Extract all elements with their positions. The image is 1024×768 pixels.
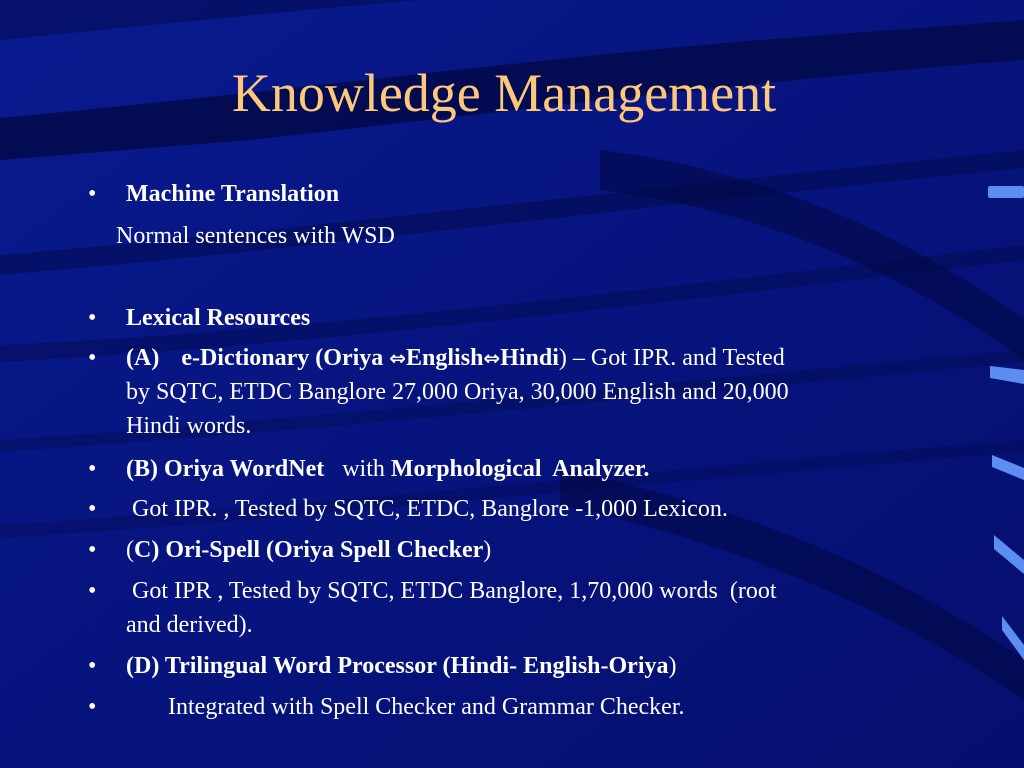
bullet-marker: • (88, 345, 97, 371)
bullet-machine-translation (126, 177, 936, 211)
subtext-normal-sentences: Normal sentences with WSD (116, 223, 395, 249)
bidirectional-arrow-icon: ⇔ (483, 346, 501, 370)
item-a-label: (A) (126, 345, 160, 371)
item-c-label: C) Ori-Spell (Oriya Spell Checker (134, 537, 484, 563)
item-c-close-paren: ) (483, 537, 492, 563)
bullet-marker: • (88, 694, 97, 720)
bidirectional-arrow-icon: ⇔ (389, 346, 407, 370)
bullet-e-dictionary (126, 341, 936, 443)
slide-title: Knowledge Management (231, 63, 777, 123)
bullet-lexical-resources (126, 301, 936, 335)
item-c-detail-line1: Got IPR , Tested by SQTC, ETDC Banglore, 1,70,000 words (root (126, 578, 777, 604)
item-b-name: Oriya WordNet (164, 456, 325, 482)
item-b-detail: Got IPR. , Tested by SQTC, ETDC, Banglore -1,000 Lexicon. (126, 496, 728, 522)
item-c-detail-line2: and derived). (126, 612, 253, 638)
bullet-oriya-wordnet (126, 452, 936, 486)
bullet-marker: • (88, 181, 97, 207)
item-d-detail: Integrated with Spell Checker and Grammar Checker. (168, 694, 685, 720)
item-a-paren: ) (558, 345, 567, 371)
bullet-trilingual-word-processor (126, 649, 936, 683)
bullet-marker: • (88, 578, 97, 604)
item-b-label: (B) (126, 456, 164, 482)
item-d-label: (D) Trilingual Word Processor (Hindi- English-Oriya (126, 653, 669, 679)
item-a-rest-line3: Hindi words. (126, 413, 252, 439)
item-a-title-part3: Hindi (500, 345, 559, 371)
bullet-marker: • (88, 537, 97, 563)
bullet-ori-spell (126, 533, 936, 567)
item-c-detail (126, 574, 936, 642)
heading-machine-translation: Machine Translation (126, 181, 340, 207)
item-b-with: with (324, 456, 391, 482)
bullet-marker: • (88, 456, 97, 482)
item-a-title-part2: English (406, 345, 484, 371)
item-d-close-paren: ) (668, 653, 677, 679)
item-a-rest-line1: – Got IPR. and Tested (566, 345, 785, 371)
item-a-title-part1: e-Dictionary (Oriya (181, 345, 390, 371)
item-c-open-paren: ( (126, 537, 134, 563)
heading-lexical-resources: Lexical Resources (126, 305, 311, 331)
bullet-marker: • (88, 653, 97, 679)
bullet-marker: • (88, 496, 97, 522)
item-a-rest-line2: by SQTC, ETDC Banglore 27,000 Oriya, 30,000 English and 20,000 (126, 379, 789, 405)
item-b-tool: Morphological Analyzer. (390, 456, 650, 482)
bullet-marker: • (88, 305, 97, 331)
